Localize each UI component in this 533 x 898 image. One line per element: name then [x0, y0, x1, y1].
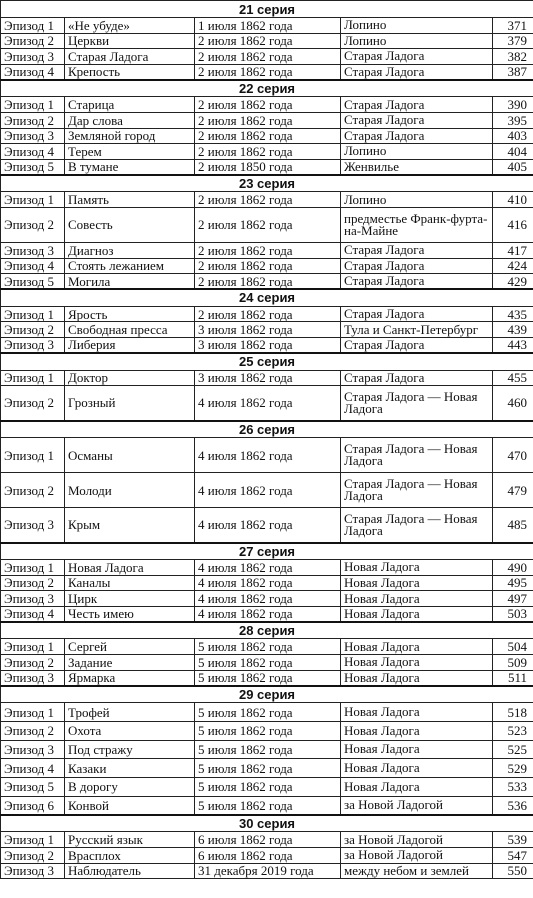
episode-date: 2 июля 1862 года	[195, 33, 341, 49]
series-header-row	[1, 815, 533, 832]
episode-page: 410	[493, 192, 533, 208]
episode-place: Лопино	[341, 33, 493, 49]
episode-row	[1, 49, 533, 65]
episode-row	[1, 306, 533, 322]
episode-place: Старая Ладога	[341, 274, 493, 290]
episode-page: 485	[493, 508, 533, 543]
episode-number: Эпизод 2	[1, 847, 65, 863]
episode-row	[1, 639, 533, 655]
episode-row	[1, 438, 533, 473]
episode-name: Доктор	[65, 370, 195, 386]
episode-name: Под стражу	[65, 740, 195, 759]
episode-row	[1, 847, 533, 863]
episode-name: Охота	[65, 721, 195, 740]
series-header-row	[1, 80, 533, 97]
episode-page: 439	[493, 322, 533, 338]
episode-place: Лопино	[341, 192, 493, 208]
episode-row	[1, 655, 533, 671]
episode-number: Эпизод 2	[1, 386, 65, 421]
episode-date: 5 июля 1862 года	[195, 639, 341, 655]
series-header-row	[1, 175, 533, 192]
episode-number: Эпизод 3	[1, 740, 65, 759]
episode-number: Эпизод 3	[1, 49, 65, 65]
episode-name: Русский язык	[65, 832, 195, 848]
episode-place: Старая Ладога	[341, 112, 493, 128]
episode-place: Старая Ладога	[341, 337, 493, 353]
episode-page: 503	[493, 606, 533, 622]
episode-row	[1, 832, 533, 848]
episode-page: 536	[493, 796, 533, 815]
episode-page: 429	[493, 274, 533, 290]
episode-number: Эпизод 2	[1, 33, 65, 49]
episode-name: Либерия	[65, 337, 195, 353]
episode-row	[1, 144, 533, 160]
episode-row	[1, 370, 533, 386]
episode-date: 5 июля 1862 года	[195, 703, 341, 722]
episode-number: Эпизод 1	[1, 18, 65, 34]
episode-place: Старая Ладога — Новая Ладога	[341, 473, 493, 508]
episode-date: 4 июля 1862 года	[195, 386, 341, 421]
episode-number: Эпизод 2	[1, 721, 65, 740]
episode-name: Молоди	[65, 473, 195, 508]
episode-row	[1, 128, 533, 144]
episode-date: 5 июля 1862 года	[195, 740, 341, 759]
episode-number: Эпизод 4	[1, 759, 65, 778]
series-title: 26 серия	[1, 421, 533, 438]
episode-date: 4 июля 1862 года	[195, 591, 341, 607]
episode-number: Эпизод 1	[1, 560, 65, 576]
episode-page: 460	[493, 386, 533, 421]
episode-row	[1, 112, 533, 128]
episode-row	[1, 473, 533, 508]
episode-row	[1, 258, 533, 274]
episode-date: 3 июля 1862 года	[195, 322, 341, 338]
episode-place: Старая Ладога — Новая Ладога	[341, 508, 493, 543]
episode-date: 2 июля 1862 года	[195, 112, 341, 128]
episode-name: Конвой	[65, 796, 195, 815]
episode-name: Новая Ладога	[65, 560, 195, 576]
episode-place: Старая Ладога	[341, 370, 493, 386]
episode-number: Эпизод 1	[1, 192, 65, 208]
episode-name: Наблюдатель	[65, 863, 195, 879]
episode-place: за Новой Ладогой	[341, 847, 493, 863]
episode-number: Эпизод 4	[1, 144, 65, 160]
episode-place: Лопино	[341, 144, 493, 160]
episode-place: Новая Ладога	[341, 591, 493, 607]
episode-row	[1, 274, 533, 290]
episode-date: 2 июля 1862 года	[195, 64, 341, 80]
episode-page: 417	[493, 242, 533, 258]
episode-date: 2 июля 1862 года	[195, 207, 341, 242]
episode-place: Старая Ладога — Новая Ладога	[341, 386, 493, 421]
episode-name: Цирк	[65, 591, 195, 607]
episode-place: между небом и землей	[341, 863, 493, 879]
episode-place: Старая Ладога	[341, 128, 493, 144]
episode-number: Эпизод 2	[1, 575, 65, 591]
episode-name: Османы	[65, 438, 195, 473]
episode-place: Новая Ладога	[341, 721, 493, 740]
episode-page: 416	[493, 207, 533, 242]
episode-place: Старая Ладога	[341, 49, 493, 65]
episode-name: Крым	[65, 508, 195, 543]
episode-page: 405	[493, 159, 533, 175]
episode-name: Память	[65, 192, 195, 208]
episode-name: Дар слова	[65, 112, 195, 128]
episode-row	[1, 759, 533, 778]
episode-name: В тумане	[65, 159, 195, 175]
episode-page: 443	[493, 337, 533, 353]
episode-date: 4 июля 1862 года	[195, 606, 341, 622]
episode-row	[1, 159, 533, 175]
episode-page: 479	[493, 473, 533, 508]
episode-number: Эпизод 5	[1, 274, 65, 290]
episode-name: Ярмарка	[65, 670, 195, 686]
episode-name: Старица	[65, 97, 195, 113]
episode-row	[1, 721, 533, 740]
episode-place: Старая Ладога	[341, 64, 493, 80]
episode-name: Ярость	[65, 306, 195, 322]
series-title: 25 серия	[1, 353, 533, 370]
episode-name: Терем	[65, 144, 195, 160]
episode-page: 504	[493, 639, 533, 655]
episode-number: Эпизод 1	[1, 639, 65, 655]
episode-name: Крепость	[65, 64, 195, 80]
series-title: 24 серия	[1, 289, 533, 306]
series-title: 23 серия	[1, 175, 533, 192]
episode-page: 390	[493, 97, 533, 113]
episode-date: 31 декабря 2019 года	[195, 863, 341, 879]
episode-number: Эпизод 3	[1, 337, 65, 353]
episode-date: 4 июля 1862 года	[195, 508, 341, 543]
episode-name: Могила	[65, 274, 195, 290]
series-title: 22 серия	[1, 80, 533, 97]
episode-name: Церкви	[65, 33, 195, 49]
episode-page: 490	[493, 560, 533, 576]
episode-row	[1, 560, 533, 576]
episode-row	[1, 97, 533, 113]
episode-page: 435	[493, 306, 533, 322]
series-title: 21 серия	[1, 1, 533, 18]
episode-row	[1, 508, 533, 543]
episode-date: 4 июля 1862 года	[195, 560, 341, 576]
episode-number: Эпизод 3	[1, 508, 65, 543]
episode-date: 6 июля 1862 года	[195, 832, 341, 848]
episode-date: 5 июля 1862 года	[195, 655, 341, 671]
episode-row	[1, 337, 533, 353]
episode-date: 3 июля 1862 года	[195, 370, 341, 386]
episode-page: 529	[493, 759, 533, 778]
episode-number: Эпизод 3	[1, 863, 65, 879]
series-title: 28 серия	[1, 622, 533, 639]
episode-page: 518	[493, 703, 533, 722]
episode-name: Врасплох	[65, 847, 195, 863]
episode-row	[1, 591, 533, 607]
series-title: 30 серия	[1, 815, 533, 832]
episode-place: Новая Ладога	[341, 606, 493, 622]
episode-page: 382	[493, 49, 533, 65]
episode-number: Эпизод 2	[1, 473, 65, 508]
episode-date: 4 июля 1862 года	[195, 473, 341, 508]
episode-row	[1, 863, 533, 879]
episode-name: Сергей	[65, 639, 195, 655]
episode-number: Эпизод 4	[1, 606, 65, 622]
episode-place: за Новой Ладогой	[341, 796, 493, 815]
episode-row	[1, 575, 533, 591]
episode-number: Эпизод 4	[1, 258, 65, 274]
series-header-row	[1, 289, 533, 306]
episode-page: 497	[493, 591, 533, 607]
episode-date: 5 июля 1862 года	[195, 721, 341, 740]
series-header-row	[1, 543, 533, 560]
episode-name: Свободная пресса	[65, 322, 195, 338]
episode-place: Новая Ладога	[341, 655, 493, 671]
series-title: 27 серия	[1, 543, 533, 560]
episode-date: 5 июля 1862 года	[195, 796, 341, 815]
episode-number: Эпизод 1	[1, 306, 65, 322]
episode-number: Эпизод 3	[1, 128, 65, 144]
episode-page: 403	[493, 128, 533, 144]
episode-date: 2 июля 1862 года	[195, 97, 341, 113]
episode-page: 495	[493, 575, 533, 591]
episode-page: 424	[493, 258, 533, 274]
episode-place: Женвилье	[341, 159, 493, 175]
episode-place: Новая Ладога	[341, 639, 493, 655]
episode-table-body	[1, 1, 533, 879]
episode-place: Новая Ладога	[341, 575, 493, 591]
episode-page: 539	[493, 832, 533, 848]
series-header-row	[1, 622, 533, 639]
episode-row	[1, 242, 533, 258]
episode-place: за Новой Ладогой	[341, 832, 493, 848]
episode-number: Эпизод 3	[1, 670, 65, 686]
episode-number: Эпизод 2	[1, 112, 65, 128]
episode-date: 4 июля 1862 года	[195, 575, 341, 591]
episode-date: 2 июля 1862 года	[195, 49, 341, 65]
episode-date: 5 июля 1862 года	[195, 778, 341, 797]
episode-number: Эпизод 1	[1, 832, 65, 848]
episode-page: 379	[493, 33, 533, 49]
episode-date: 5 июля 1862 года	[195, 670, 341, 686]
episode-name: Казаки	[65, 759, 195, 778]
episode-number: Эпизод 1	[1, 370, 65, 386]
episode-place: Новая Ладога	[341, 759, 493, 778]
episode-number: Эпизод 1	[1, 703, 65, 722]
episode-row	[1, 670, 533, 686]
episode-number: Эпизод 2	[1, 322, 65, 338]
episode-row	[1, 386, 533, 421]
episode-page: 404	[493, 144, 533, 160]
series-header-row	[1, 353, 533, 370]
episode-place: Старая Ладога — Новая Ладога	[341, 438, 493, 473]
episode-page: 511	[493, 670, 533, 686]
episode-number: Эпизод 2	[1, 655, 65, 671]
episode-name: Совесть	[65, 207, 195, 242]
episode-place: Новая Ладога	[341, 740, 493, 759]
episode-number: Эпизод 1	[1, 97, 65, 113]
episode-page: 371	[493, 18, 533, 34]
episode-row	[1, 740, 533, 759]
episode-row	[1, 703, 533, 722]
series-header-row	[1, 421, 533, 438]
episode-row	[1, 192, 533, 208]
episode-page: 547	[493, 847, 533, 863]
episode-name: «Не убуде»	[65, 18, 195, 34]
episode-date: 5 июля 1862 года	[195, 759, 341, 778]
episode-date: 2 июля 1862 года	[195, 192, 341, 208]
episode-page: 470	[493, 438, 533, 473]
episode-name: Земляной город	[65, 128, 195, 144]
episode-date: 2 июля 1862 года	[195, 274, 341, 290]
episode-row	[1, 207, 533, 242]
episode-name: Задание	[65, 655, 195, 671]
episode-date: 2 июля 1850 года	[195, 159, 341, 175]
episode-date: 2 июля 1862 года	[195, 306, 341, 322]
series-header-row	[1, 686, 533, 703]
episode-date: 2 июля 1862 года	[195, 128, 341, 144]
episode-name: Трофей	[65, 703, 195, 722]
episode-row	[1, 64, 533, 80]
episode-place: Старая Ладога	[341, 306, 493, 322]
series-header-row	[1, 1, 533, 18]
episode-place: Новая Ладога	[341, 560, 493, 576]
episode-number: Эпизод 1	[1, 438, 65, 473]
episode-date: 2 июля 1862 года	[195, 258, 341, 274]
episode-name: Диагноз	[65, 242, 195, 258]
series-title: 29 серия	[1, 686, 533, 703]
episode-number: Эпизод 2	[1, 207, 65, 242]
episode-place: Лопино	[341, 18, 493, 34]
episode-number: Эпизод 4	[1, 64, 65, 80]
episode-row	[1, 322, 533, 338]
episode-number: Эпизод 6	[1, 796, 65, 815]
episode-name: Старая Ладога	[65, 49, 195, 65]
episode-date: 2 июля 1862 года	[195, 242, 341, 258]
episode-place: Новая Ладога	[341, 778, 493, 797]
episode-place: Старая Ладога	[341, 258, 493, 274]
episode-number: Эпизод 5	[1, 159, 65, 175]
episode-date: 3 июля 1862 года	[195, 337, 341, 353]
episode-name: Честь имею	[65, 606, 195, 622]
episode-place: Новая Ладога	[341, 670, 493, 686]
episode-row	[1, 606, 533, 622]
episode-name: Каналы	[65, 575, 195, 591]
episode-name: Грозный	[65, 386, 195, 421]
episode-row	[1, 796, 533, 815]
episode-row	[1, 778, 533, 797]
episode-row	[1, 18, 533, 34]
episode-name: Стоять лежанием	[65, 258, 195, 274]
episode-name: В дорогу	[65, 778, 195, 797]
episode-row	[1, 33, 533, 49]
episode-page: 455	[493, 370, 533, 386]
episode-page: 550	[493, 863, 533, 879]
episode-place: Старая Ладога	[341, 97, 493, 113]
episode-page: 395	[493, 112, 533, 128]
episode-page: 509	[493, 655, 533, 671]
episode-date: 2 июля 1862 года	[195, 144, 341, 160]
episode-page: 533	[493, 778, 533, 797]
episode-date: 4 июля 1862 года	[195, 438, 341, 473]
episode-date: 1 июля 1862 года	[195, 18, 341, 34]
episode-page: 387	[493, 64, 533, 80]
episode-place: предместье Франк-фурта-на-Майне	[341, 207, 493, 242]
episode-place: Старая Ладога	[341, 242, 493, 258]
episode-place: Новая Ладога	[341, 703, 493, 722]
episode-page: 525	[493, 740, 533, 759]
episode-number: Эпизод 3	[1, 591, 65, 607]
episode-number: Эпизод 5	[1, 778, 65, 797]
episode-number: Эпизод 3	[1, 242, 65, 258]
episode-page: 523	[493, 721, 533, 740]
episode-place: Тула и Санкт-Петербург	[341, 322, 493, 338]
episode-date: 6 июля 1862 года	[195, 847, 341, 863]
